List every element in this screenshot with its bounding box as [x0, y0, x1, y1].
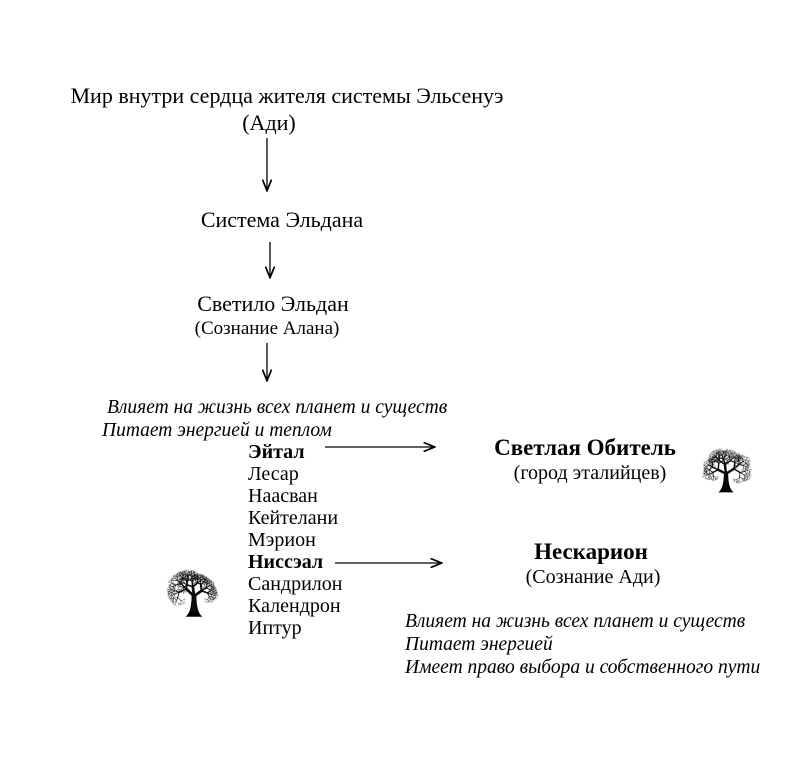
node-star-eldan: Светило Эльдан [197, 291, 349, 316]
diagram-title-line1: Мир внутри сердца жителя системы Эльсенуэ [70, 83, 504, 108]
planet-keytelani: Кейтелани [248, 507, 339, 529]
planet-merion: Мэрион [248, 529, 316, 551]
tree-icon-left [147, 529, 241, 619]
node-world-neskarion: Нескарион [534, 539, 648, 564]
planet-nisseal: Ниссэал [248, 551, 324, 573]
planet-eytal: Эйтал [248, 441, 305, 463]
world-note-line3: Имеет право выбора и собственного пути [405, 657, 761, 678]
planet-list [248, 441, 342, 639]
diagram-title-line2: (Ади) [242, 110, 296, 135]
tree-icon-right [682, 414, 770, 494]
planet-iptur: Иптур [248, 617, 302, 639]
planet-kalendron: Календрон [248, 595, 341, 617]
node-city-subtitle: (город эталийцев) [513, 462, 667, 484]
node-world-subtitle: (Сознание Ади) [525, 566, 661, 588]
node-city-svetlaya-obitel: Светлая Обитель [494, 435, 676, 460]
node-star-eldan-subtitle: (Сознание Алана) [194, 318, 340, 339]
star-note-line2: Питает энергией и теплом [102, 420, 332, 441]
node-system-eldana: Система Эльдана [200, 207, 364, 232]
planet-sandrilon: Сандрилон [248, 573, 343, 595]
star-note-line1: Влияет на жизнь всех планет и существ [107, 397, 448, 418]
planet-lesar: Лесар [248, 463, 299, 485]
world-note-line2: Питает энергией [405, 634, 553, 655]
world-note-line1: Влияет на жизнь всех планет и существ [405, 611, 746, 632]
planet-naasvan: Наасван [248, 485, 318, 507]
